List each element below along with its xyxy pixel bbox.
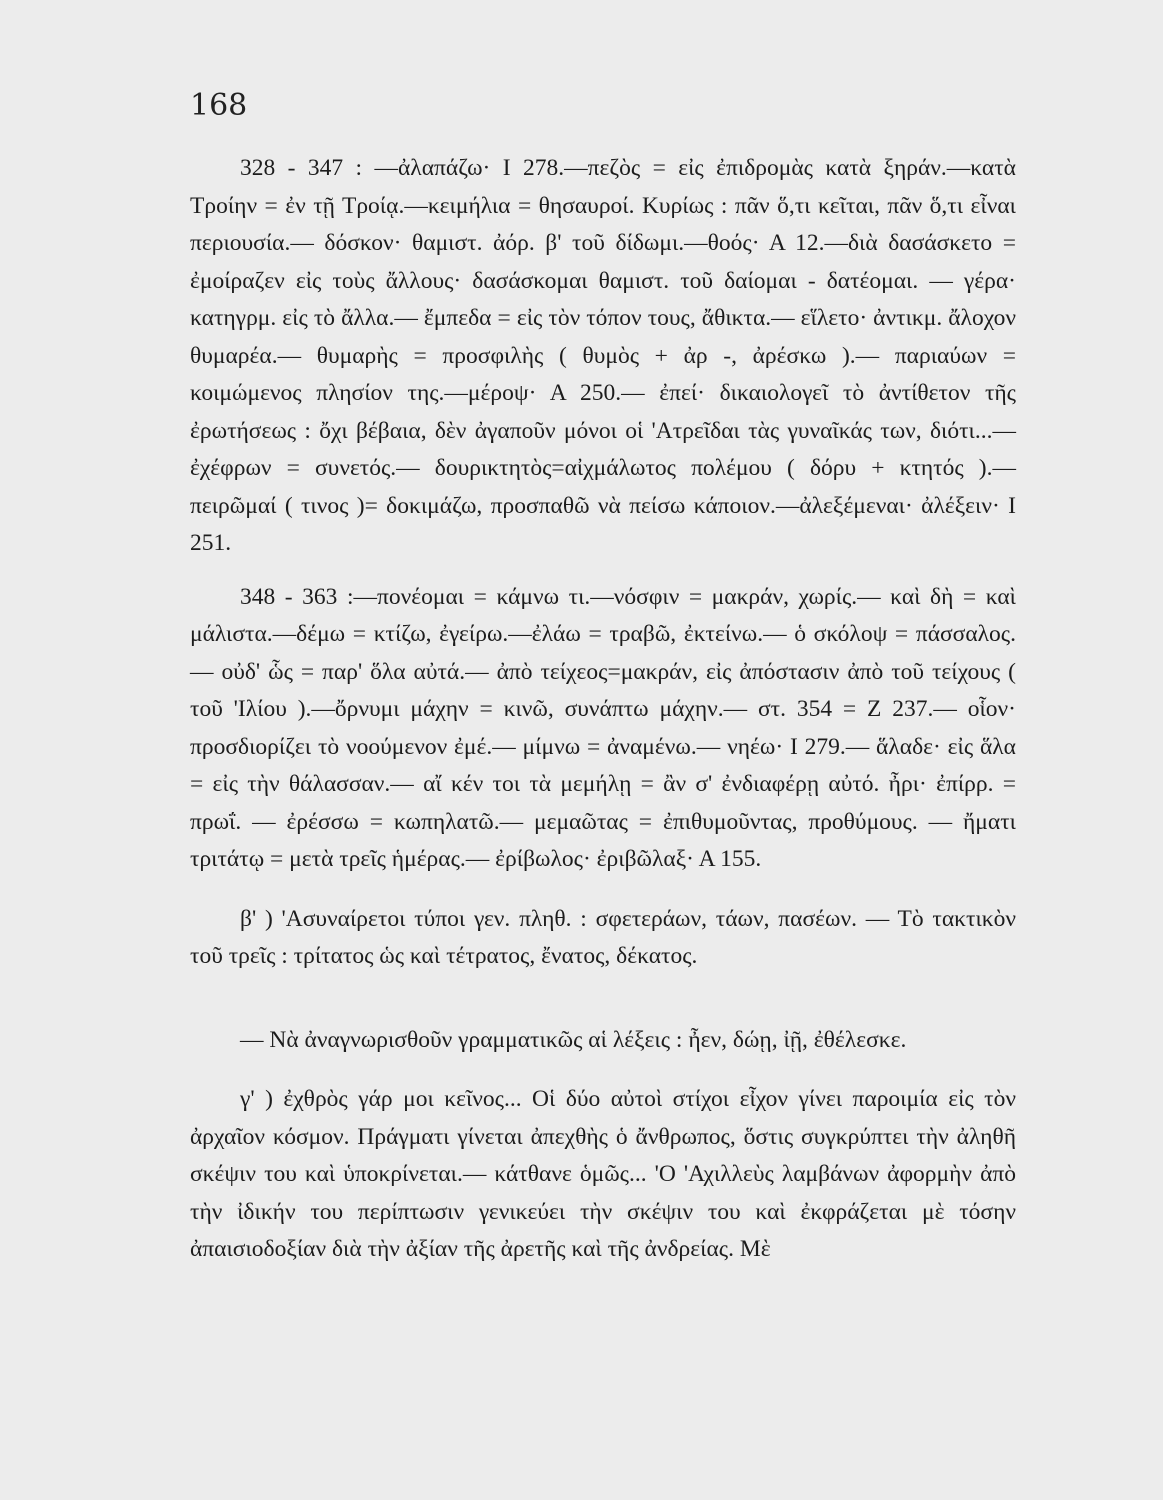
commentary-text: [190, 150, 1016, 1269]
paragraph-gamma: γ' ) ἐχθρὸς γάρ μοι κεῖνος... Οἱ δύο αὐτοὶ στίχοι εἶχον γίνει παροιμία εἰς τὸν ἀρχαῖον κόσμον. Πράγματι γίνεται ἀπεχθὴς ὁ ἄνθρωπος, ὅστις συγκρύπτει τὴν ἀληθῆ σκέψιν του καὶ ὑποκρίνεται.— κάτθανε ὁμῶς... 'Ο 'Αχιλλεὺς λαμβάνων ἀφορμὴν ἀπὸ τὴν ἰδικήν του περίπτωσιν γενικεύει τὴν σκέψιν του καὶ ἐκφράζεται μὲ τόσην ἀπαισιοδοξίαν διὰ τὴν ἀξίαν τῆς ἀρετῆς καὶ τῆς ἀνδρείας. Μὲ: [190, 1086, 1016, 1262]
paragraph-beta: β' ) 'Ασυναίρετοι τύποι γεν. πληθ. : σφετεράων, τάων, πασέων. — Τὸ τακτικὸν τοῦ τρεῖς : τρίτατος ὡς καὶ τέτρατος, ἔνατος, δέκατος.: [190, 905, 1016, 969]
page-number: 168: [190, 88, 248, 123]
paragraph-exercise: — Νὰ ἀναγνωρισθοῦν γραμματικῶς αἱ λέξεις : ἦεν, δώῃ, ἰῇ, ἐθέλεσκε.: [240, 1026, 907, 1053]
paragraph-verses-348-363: 348 - 363 :—πονέομαι = κάμνω τι.—νόσφιν = μακράν, χωρίς.— καὶ δὴ = καὶ μάλιστα.—δέμω = κτίζω, ἐγείρω.—ἐλάω = τραβῶ, ἐκτείνω.— ὁ σκόλοψ = πάσσαλος.— οὐδ' ὧς = παρ' ὅλα αὐτά.— ἀπὸ τείχεος=μακράν, εἰς ἀπόστασιν ἀπὸ τοῦ τείχους ( τοῦ 'Ιλίου ).—ὄρνυμι μάχην = κινῶ, συνάπτω μάχην.— στ. 354 = Ζ 237.— οἷον· προσδιορίζει τὸ νοούμενον ἐμέ.— μίμνω = ἀναμένω.— νηέω· Ι 279.— ἅλαδε· εἰς ἅλα = εἰς τὴν θάλασσαν.— αἴ κέν τοι τὰ μεμήλῃ = ἂν σ' ἐνδιαφέρῃ αὐτό. ἦρι· ἐπίρρ. = πρωΐ. — ἐρέσσω = κωπηλατῶ.— μεμαῶτας = ἐπιθυμοῦντας, προθύμους. — ἤματι τριτάτῳ = μετὰ τρεῖς ἡμέρας.— ἐρίβωλος· ἐριβῶλαξ· Α 155.: [190, 583, 1016, 872]
paragraph-verses-328-347: 328 - 347 : —ἀλαπάζω· Ι 278.—πεζὸς = εἰς ἐπιδρομὰς κατὰ ξηράν.—κατὰ Τροίην = ἐν τῇ Τροίᾳ.—κειμήλια = θησαυροί. Κυρίως : πᾶν ὅ,τι κεῖται, πᾶν ὅ,τι εἶναι περιουσία.— δόσκον· θαμιστ. ἀόρ. β' τοῦ δίδωμι.—θοός· Α 12.—διὰ δασάσκετο = ἐμοίραζεν εἰς τοὺς ἄλλους· δασάσκομαι θαμιστ. τοῦ δαίομαι - δατέομαι. — γέρα· κατηγρμ. εἰς τὸ ἄλλα.— ἔμπεδα = εἰς τὸν τόπον τους, ἄθικτα.— εἵλετο· ἀντικμ. ἄλοχον θυμαρέα.— θυμαρὴς = προσφιλὴς ( θυμὸς + ἀρ -, ἀρέσκω ).— παριαύων = κοιμώμενος πλησίον της.—μέροψ· Α 250.— ἐπεί· δικαιολογεῖ τὸ ἀντίθετον τῆς ἐρωτήσεως : ὄχι βέβαια, δὲν ἀγαποῦν μόνοι οἱ 'Ατρεῖδαι τὰς γυναῖκάς των, διότι...— ἐχέφρων = συνετός.— δουρικτητὸς=αἰχμάλωτος πολέμου ( δόρυ + κτητός ).—πειρῶμαί ( τινος )= δοκιμάζω, προσπαθῶ νὰ πείσω κάποιον.—ἀλεξέμεναι· ἀλέξειν· Ι 251.: [190, 155, 1016, 556]
